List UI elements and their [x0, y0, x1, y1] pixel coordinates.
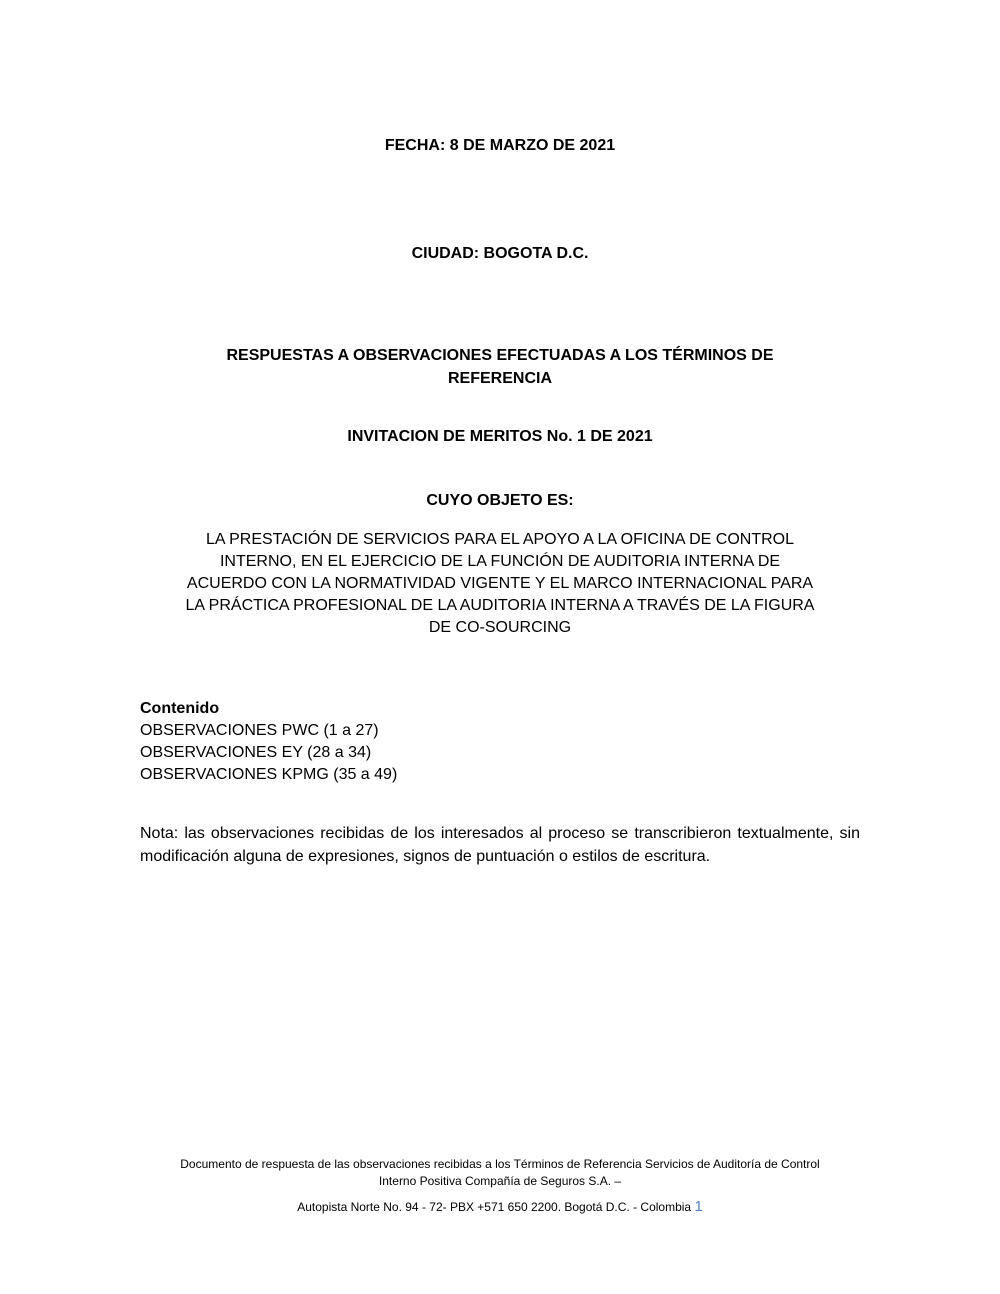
title-heading — [140, 344, 860, 390]
contents-item: OBSERVACIONES EY (28 a 34) — [140, 744, 372, 761]
object-heading: CUYO OBJETO ES: — [426, 492, 574, 509]
object-paragraph-line: ACUERDO CON LA NORMATIVIDAD VIGENTE Y EL MARCO INTERNACIONAL PARA — [186, 575, 814, 592]
contents-item: OBSERVACIONES PWC (1 a 27) — [140, 722, 379, 739]
title-heading-line2: REFERENCIA — [447, 370, 552, 387]
footer-line2: Interno Positiva Compañía de Seguros S.A. – — [378, 1174, 622, 1188]
note-paragraph: Nota: las observaciones recibidas de los interesados al proceso se transcribieron textualmente, sin modificación alguna de expresiones, signos de puntuación o estilos de escritura. — [140, 825, 860, 865]
footer-address — [140, 1198, 860, 1216]
contents-item: OBSERVACIONES KPMG (35 a 49) — [140, 766, 398, 783]
object-paragraph — [140, 529, 860, 639]
object-paragraph-line: DE CO-SOURCING — [428, 619, 572, 636]
page-number: 1 — [694, 1198, 703, 1215]
city-line: CIUDAD: BOGOTA D.C. — [411, 245, 589, 262]
invitation-heading: INVITACION DE MERITOS No. 1 DE 2021 — [347, 428, 653, 445]
footer — [140, 1156, 860, 1190]
footer-line3: Autopista Norte No. 94 - 72- PBX +571 650 2200. Bogotá D.C. - Colombia — [297, 1200, 692, 1214]
contents-heading: Contenido — [140, 700, 220, 717]
date-line: FECHA: 8 DE MARZO DE 2021 — [384, 137, 616, 154]
contents-section — [140, 698, 860, 786]
title-heading-line1: RESPUESTAS A OBSERVACIONES EFECTUADAS A LOS TÉRMINOS DE — [226, 347, 774, 364]
footer-line1: Documento de respuesta de las observaciones recibidas a los Términos de Referencia Servicios de Auditoría de Control — [180, 1157, 820, 1171]
object-paragraph-line: LA PRÁCTICA PROFESIONAL DE LA AUDITORIA INTERNA A TRAVÉS DE LA FIGURA — [185, 597, 815, 614]
object-paragraph-line: LA PRESTACIÓN DE SERVICIOS PARA EL APOYO A LA OFICINA DE CONTROL — [205, 531, 795, 548]
object-paragraph-line: INTERNO, EN EL EJERCICIO DE LA FUNCIÓN DE AUDITORIA INTERNA DE — [219, 553, 781, 570]
